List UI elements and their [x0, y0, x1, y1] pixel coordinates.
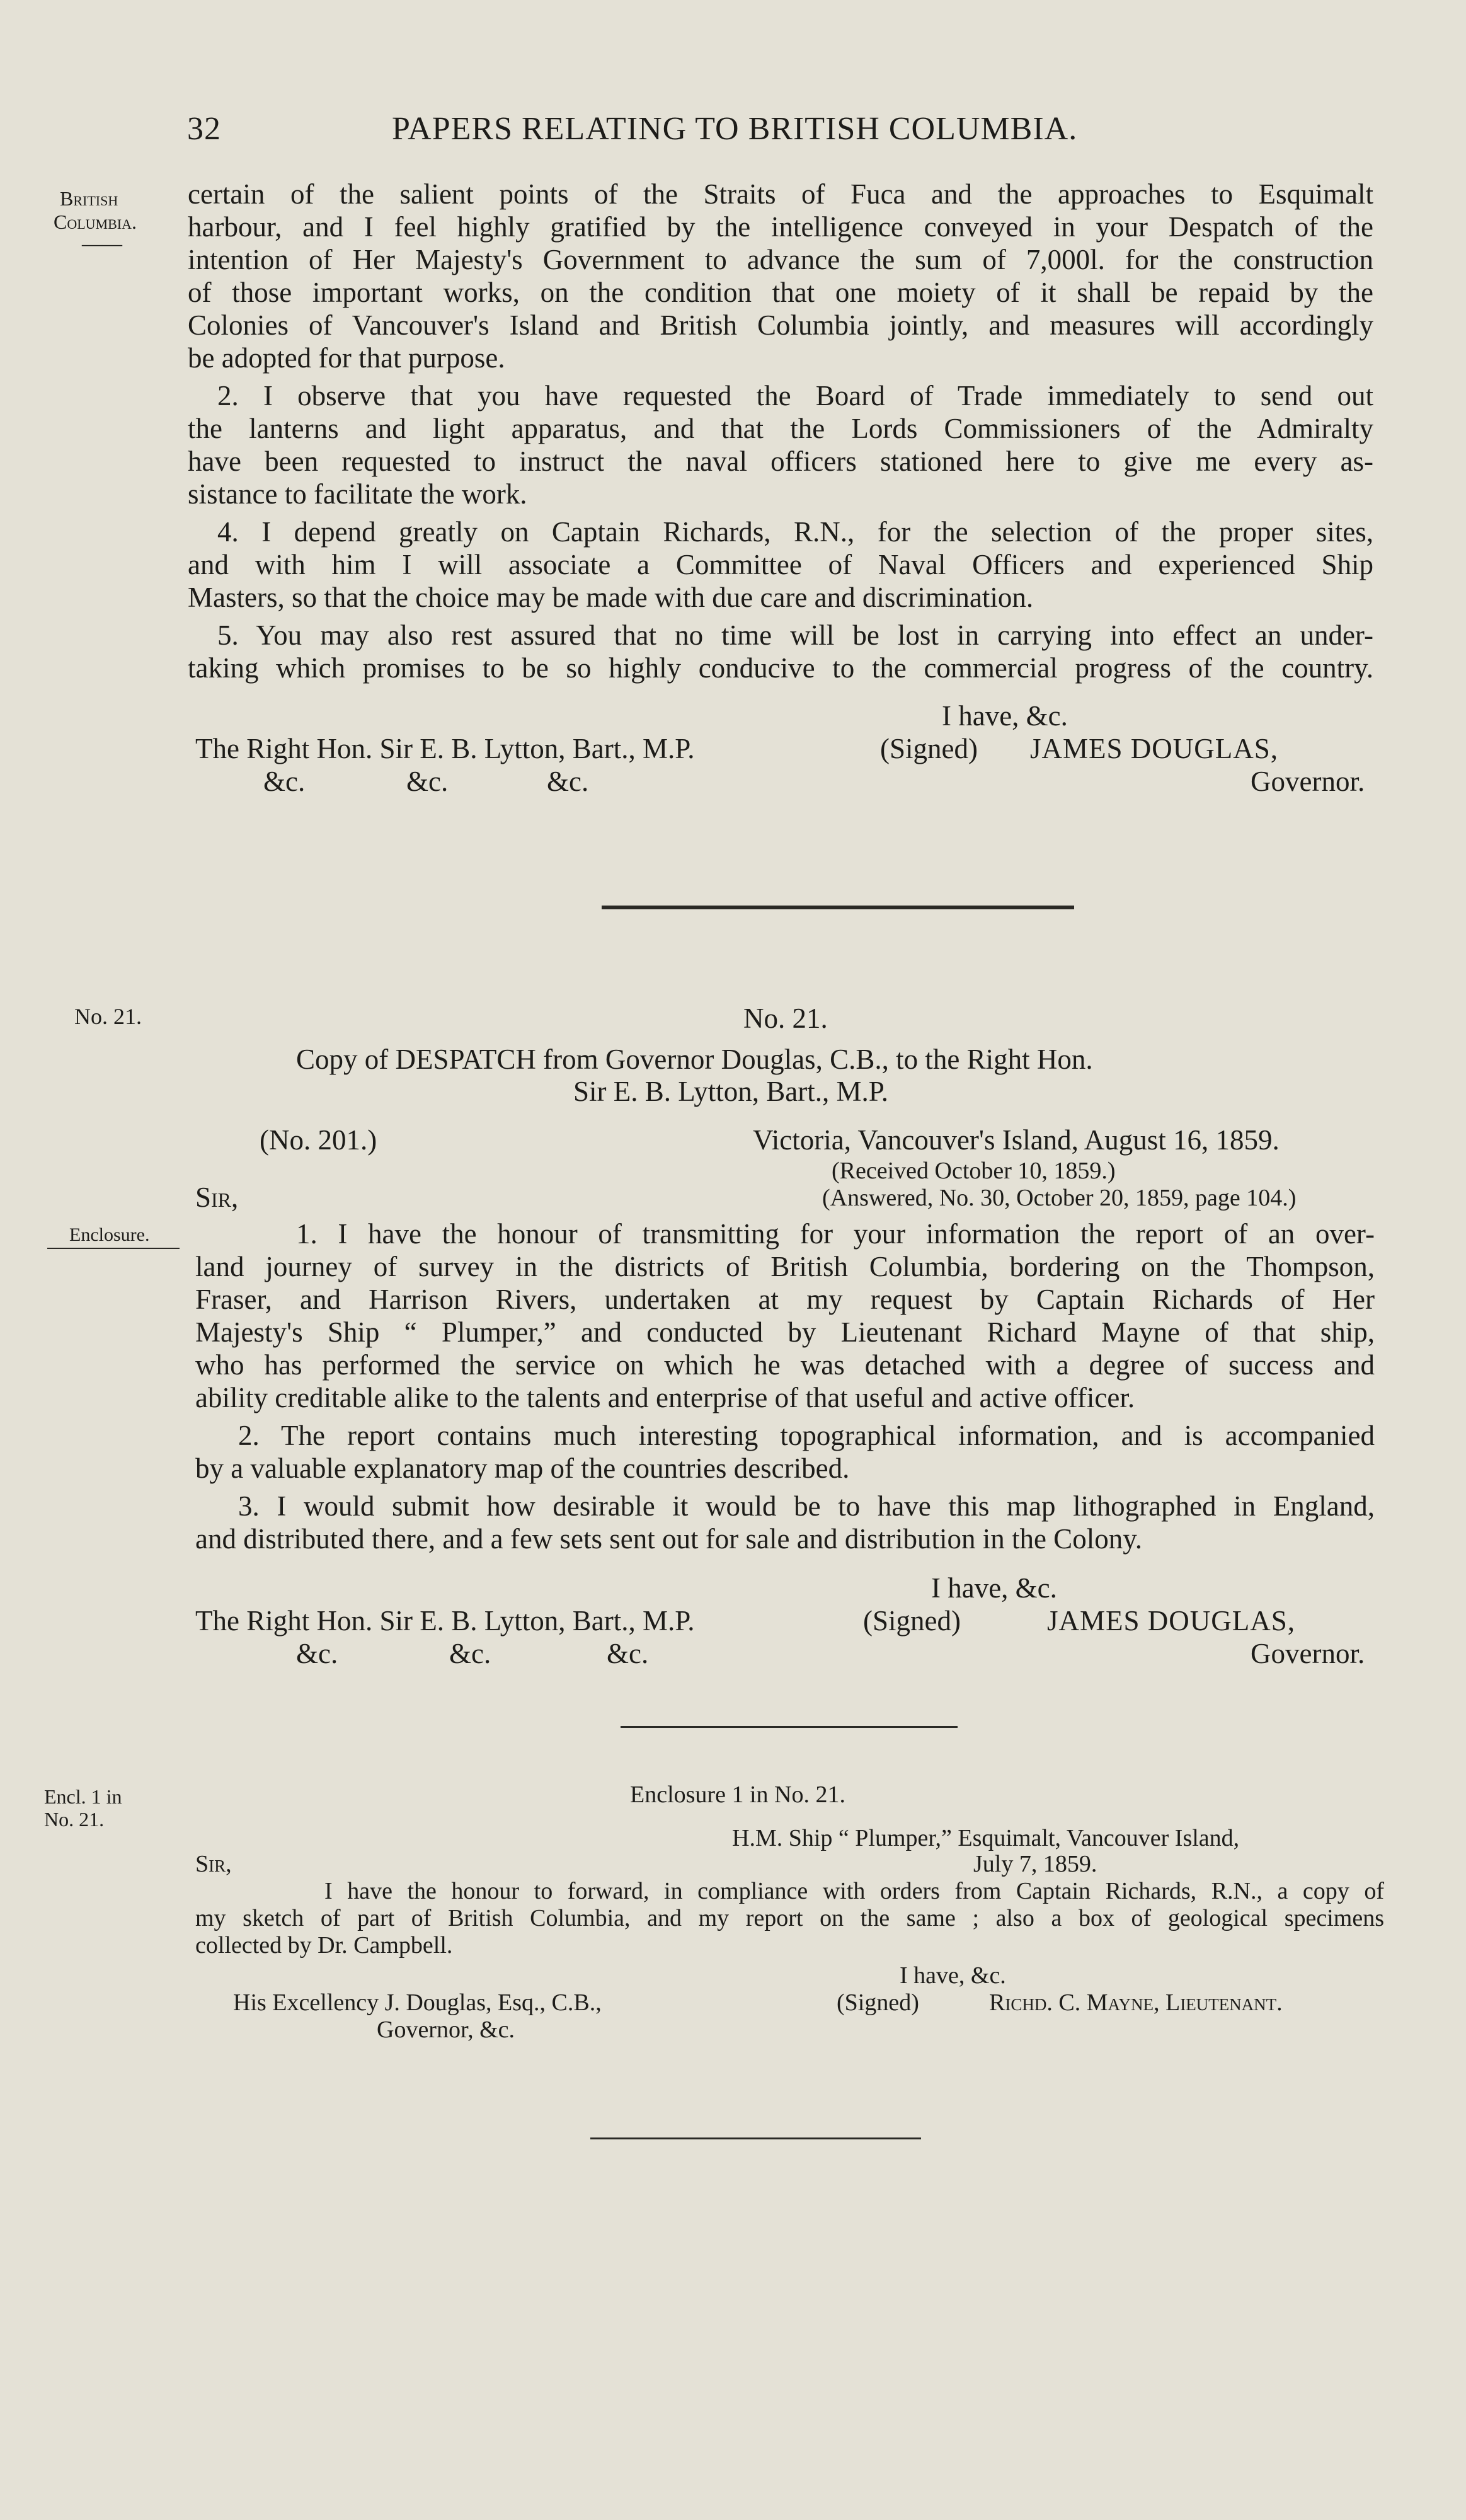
letter1-etc-1: &c.	[263, 766, 306, 797]
letter1-etc-2: &c.	[406, 766, 449, 797]
letter1-governor: Governor.	[1251, 766, 1365, 797]
margin-encl-line-1: Encl. 1 in	[44, 1785, 122, 1808]
despatch-etc-2: &c.	[449, 1638, 491, 1669]
despatch-addressee: The Right Hon. Sir E. B. Lytton, Bart., M.P.	[195, 1605, 695, 1637]
section-divider-thick	[602, 906, 1074, 909]
despatch-place-date: Victoria, Vancouver's Island, August 16, 1859.	[753, 1124, 1280, 1156]
letter1-line-3: intention of Her Majesty's Government to advance the sum of 7,000l. for the construction	[188, 244, 1373, 275]
enclosure-place: H.M. Ship “ Plumper,” Esquimalt, Vancouver Island,	[732, 1825, 1240, 1851]
despatch-p1-line-1: 1. I have the honour of transmitting for your information the report of an over-	[296, 1218, 1375, 1250]
despatch-p1-line-6: ability creditable alike to the talents and enterprise of that useful and active officer.	[195, 1382, 1135, 1413]
letter1-p5-line-1: 5. You may also rest assured that no time will be lost in carrying into effect an under-	[217, 619, 1373, 651]
letter1-signed: (Signed)	[880, 733, 978, 764]
letter1-p4-line-2: and with him I will associate a Committee of Naval Officers and experienced Ship	[188, 549, 1373, 580]
despatch-p1-line-5: who has performed the service on which he was detached with a degree of success and	[195, 1349, 1375, 1381]
margin-no21: No. 21.	[74, 1004, 142, 1029]
enclosure-salutation: Sir,	[195, 1851, 232, 1877]
despatch-p3-line-2: and distributed there, and a few sets sent out for sale and distribution in the Colony.	[195, 1523, 1143, 1555]
despatch-p1-line-2: land journey of survey in the districts of British Columbia, bordering on the Thompson,	[195, 1251, 1375, 1282]
letter1-p4-line-3: Masters, so that the choice may be made with due care and discrimination.	[188, 582, 1034, 613]
running-title: PAPERS RELATING TO BRITISH COLUMBIA.	[392, 111, 1078, 147]
despatch-salutation: Sir,	[195, 1182, 239, 1213]
enclosure-signatory: Richd. C. Mayne, Lieutenant.	[989, 1989, 1283, 2016]
margin-note-british: British	[60, 187, 118, 210]
enclosure-addressee-line-2: Governor, &c.	[377, 2017, 515, 2043]
letter1-addressee: The Right Hon. Sir E. B. Lytton, Bart., M.P.	[195, 733, 695, 764]
letter1-p2-line-4: sistance to facilitate the work.	[188, 478, 527, 510]
letter1-line-6: be adopted for that purpose.	[188, 342, 505, 374]
despatch-p1-line-4: Majesty's Ship “ Plumper,” and conducted by Lieutenant Richard Mayne of that ship,	[195, 1316, 1375, 1348]
letter1-p5-line-2: taking which promises to be so highly conducive to the commercial progress of the country.	[188, 652, 1373, 684]
enclosure-line-1: I have the honour to forward, in compliance with orders from Captain Richards, R.N., a copy of	[324, 1878, 1384, 1904]
letter1-etc-3: &c.	[547, 766, 589, 797]
letter1-line-4: of those important works, on the condition that one moiety of it shall be repaid by the	[188, 277, 1373, 308]
enclosure-heading: Enclosure 1 in No. 21.	[630, 1781, 845, 1808]
letter1-line-1: certain of the salient points of the Straits of Fuca and the approaches to Esquimalt	[188, 178, 1373, 210]
letter1-line-2: harbour, and I feel highly gratified by the intelligence conveyed in your Despatch of the	[188, 211, 1373, 243]
enclosure-date: July 7, 1859.	[973, 1851, 1097, 1877]
despatch-signatory: JAMES DOUGLAS,	[1047, 1605, 1296, 1637]
letter1-closing: I have, &c.	[942, 700, 1068, 732]
despatch-governor: Governor.	[1251, 1638, 1365, 1669]
page-number: 32	[187, 111, 221, 147]
letter1-p4-line-1: 4. I depend greatly on Captain Richards, R.N., for the selection of the proper sites,	[217, 516, 1373, 548]
margin-note-columbia: Columbia.	[54, 210, 137, 233]
despatch-ref: (No. 201.)	[260, 1124, 377, 1156]
letter1-p2-line-1: 2. I observe that you have requested the Board of Trade immediately to send out	[217, 380, 1373, 411]
letter1-line-5: Colonies of Vancouver's Island and British Columbia jointly, and measures will accordingly	[188, 309, 1373, 341]
letter1-signatory: JAMES DOUGLAS,	[1030, 733, 1279, 764]
despatch-p3-line-1: 3. I would submit how desirable it would be to have this map lithographed in England,	[238, 1490, 1375, 1522]
enclosure-line-2: my sketch of part of British Columbia, and my report on the same ; also a box of geological specimens	[195, 1905, 1384, 1931]
despatch-etc-3: &c.	[607, 1638, 649, 1669]
margin-note-dash: ——	[82, 232, 122, 255]
despatch-p2-line-1: 2. The report contains much interesting topographical information, and is accompanied	[238, 1420, 1375, 1451]
despatch-etc-1: &c.	[296, 1638, 338, 1669]
enclosure-line-3: collected by Dr. Campbell.	[195, 1932, 453, 1959]
despatch-number: No. 21.	[743, 1003, 828, 1034]
letter1-p2-line-3: have been requested to instruct the naval officers stationed here to give me every as-	[188, 446, 1373, 477]
despatch-signed: (Signed)	[863, 1605, 961, 1637]
margin-enclosure: Enclosure.	[69, 1224, 150, 1245]
section-divider-thin	[621, 1726, 958, 1728]
margin-enclosure-rule	[47, 1248, 180, 1249]
despatch-p1-line-3: Fraser, and Harrison Rivers, undertaken at my request by Captain Richards of Her	[195, 1284, 1375, 1315]
margin-encl-line-2: No. 21.	[44, 1808, 105, 1831]
despatch-heading-line-1: Copy of DESPATCH from Governor Douglas, C.B., to the Right Hon.	[296, 1044, 1093, 1075]
letter1-p2-line-2: the lanterns and light apparatus, and that the Lords Commissioners of the Admiralty	[188, 413, 1373, 444]
despatch-heading-line-2: Sir E. B. Lytton, Bart., M.P.	[573, 1076, 889, 1107]
end-divider	[590, 2137, 921, 2139]
enclosure-signed: (Signed)	[837, 1989, 919, 2016]
enclosure-addressee: His Excellency J. Douglas, Esq., C.B.,	[233, 1989, 602, 2016]
despatch-answered: (Answered, No. 30, October 20, 1859, page 104.)	[822, 1185, 1297, 1211]
despatch-closing: I have, &c.	[931, 1572, 1057, 1604]
enclosure-closing: I have, &c.	[900, 1962, 1006, 1989]
despatch-p2-line-2: by a valuable explanatory map of the countries described.	[195, 1453, 850, 1484]
despatch-received: (Received October 10, 1859.)	[832, 1158, 1116, 1184]
